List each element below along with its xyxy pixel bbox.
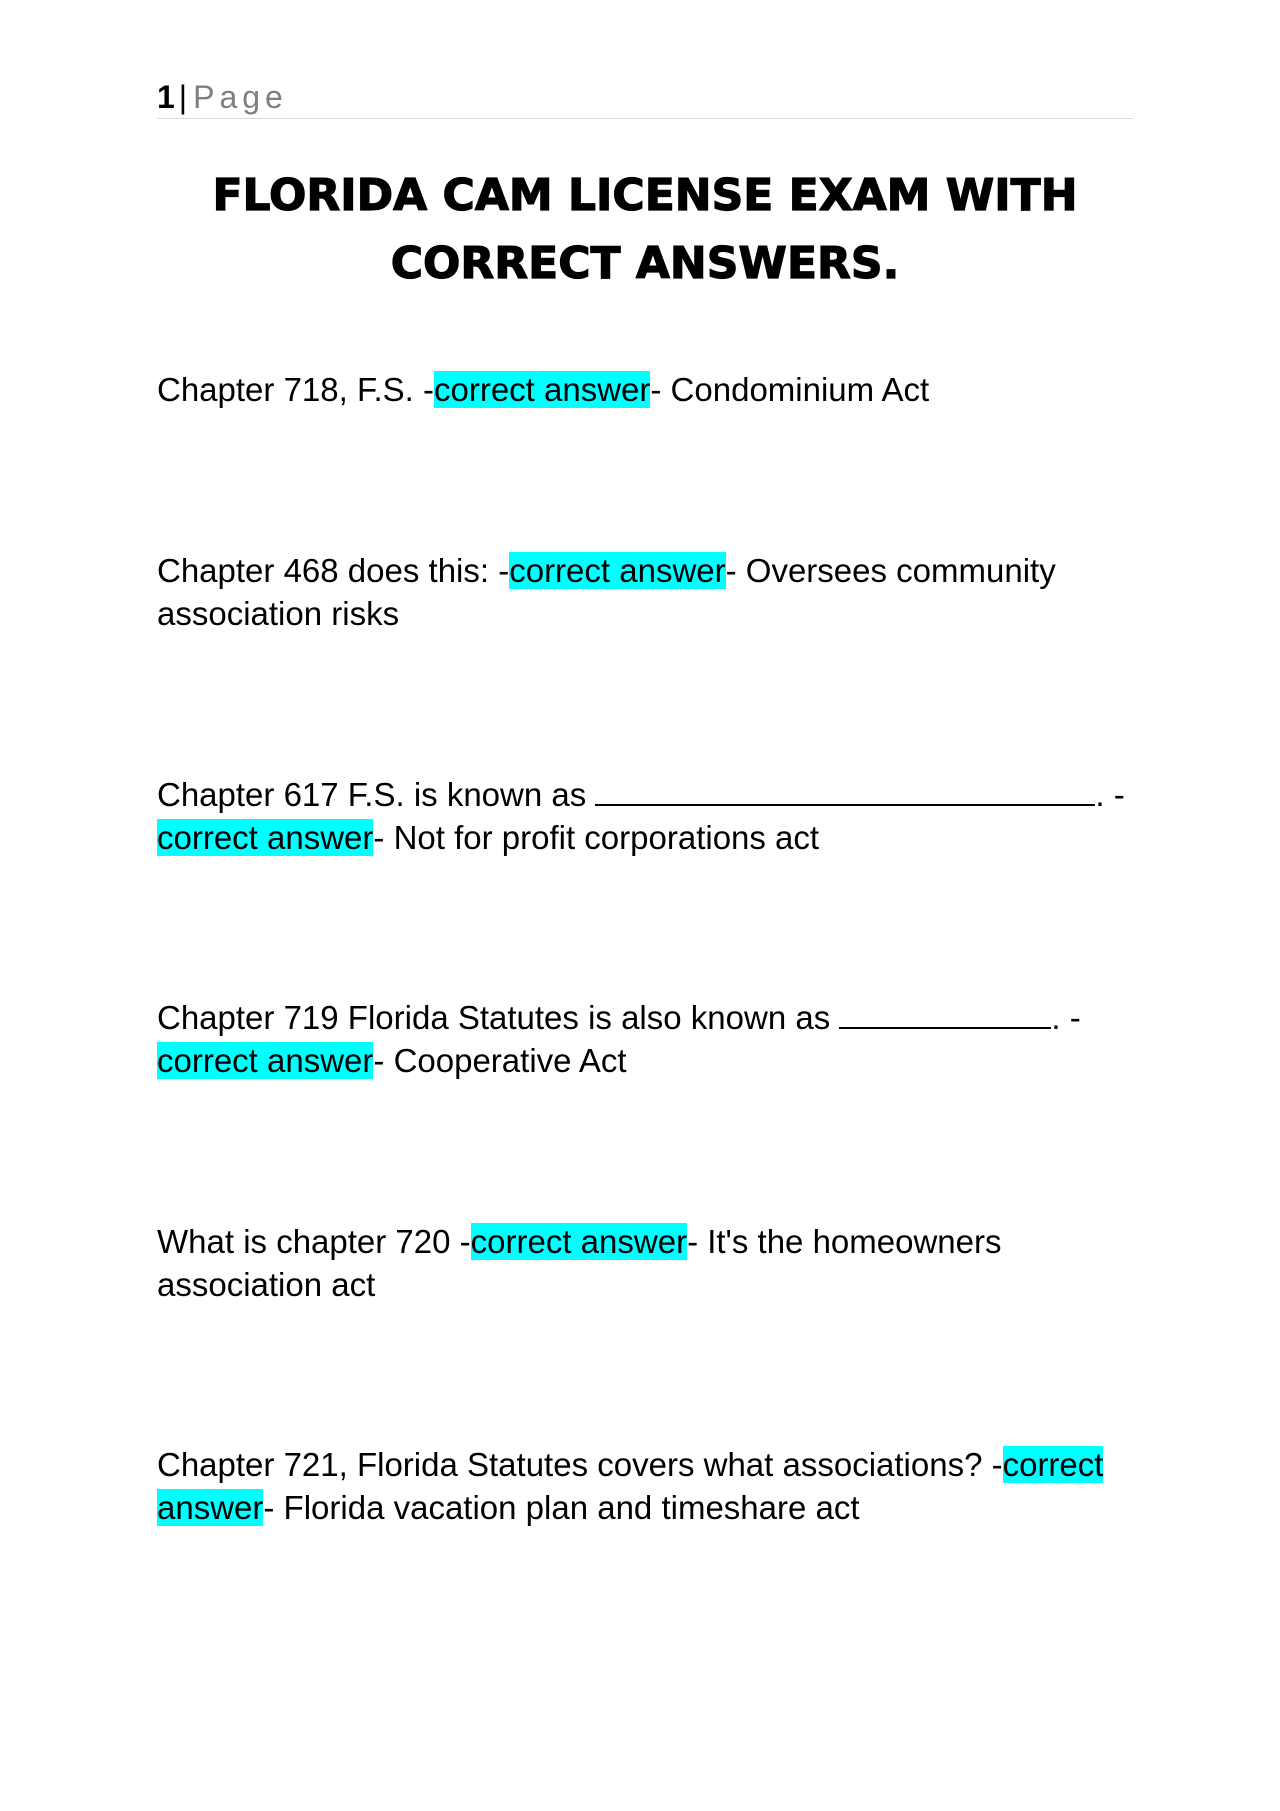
answer-text: - Oversees community association risks xyxy=(157,552,1056,632)
qa-item xyxy=(157,773,1147,859)
answer-text: - Cooperative Act xyxy=(373,1042,627,1079)
document-title xyxy=(157,162,1133,298)
correct-answer-marker: correct answer xyxy=(157,1446,1104,1526)
qa-item xyxy=(157,996,1147,1082)
correct-answer-marker: correct answer xyxy=(157,1042,374,1079)
qa-item xyxy=(157,368,1147,411)
question-text-after-blank: . - xyxy=(1051,999,1081,1036)
question-text: What is chapter 720 - xyxy=(157,1223,471,1260)
question-text: Chapter 721, Florida Statutes covers what associations? - xyxy=(157,1446,1003,1483)
title-line-1: FLORIDA CAM LICENSE EXAM WITH xyxy=(212,170,1078,221)
page-label: Page xyxy=(193,79,288,115)
qa-item xyxy=(157,549,1147,635)
question-text: Chapter 718, F.S. - xyxy=(157,371,434,408)
answer-text: - Florida vacation plan and timeshare act xyxy=(263,1489,860,1526)
question-text: Chapter 468 does this: - xyxy=(157,552,510,589)
fill-in-blank xyxy=(839,997,1051,1029)
question-text-after-blank: . - xyxy=(1095,776,1125,813)
qa-item xyxy=(157,1220,1147,1306)
page-separator: | xyxy=(178,79,188,115)
page-header xyxy=(157,76,1133,119)
correct-answer-marker: correct answer xyxy=(157,819,374,856)
title-line-2: CORRECT ANSWERS. xyxy=(390,238,900,289)
qa-item xyxy=(157,1443,1147,1529)
answer-text: - It's the homeowners association act xyxy=(157,1223,1002,1303)
correct-answer-marker: correct answer xyxy=(470,1223,688,1260)
page-number: 1 xyxy=(157,79,175,115)
correct-answer-marker: correct answer xyxy=(433,371,651,408)
answer-text: - Not for profit corporations act xyxy=(373,819,820,856)
question-text: Chapter 617 F.S. is known as xyxy=(157,776,596,813)
fill-in-blank xyxy=(595,774,1095,806)
answer-text: - Condominium Act xyxy=(650,371,930,408)
question-text: Chapter 719 Florida Statutes is also known as xyxy=(157,999,840,1036)
correct-answer-marker: correct answer xyxy=(509,552,726,589)
